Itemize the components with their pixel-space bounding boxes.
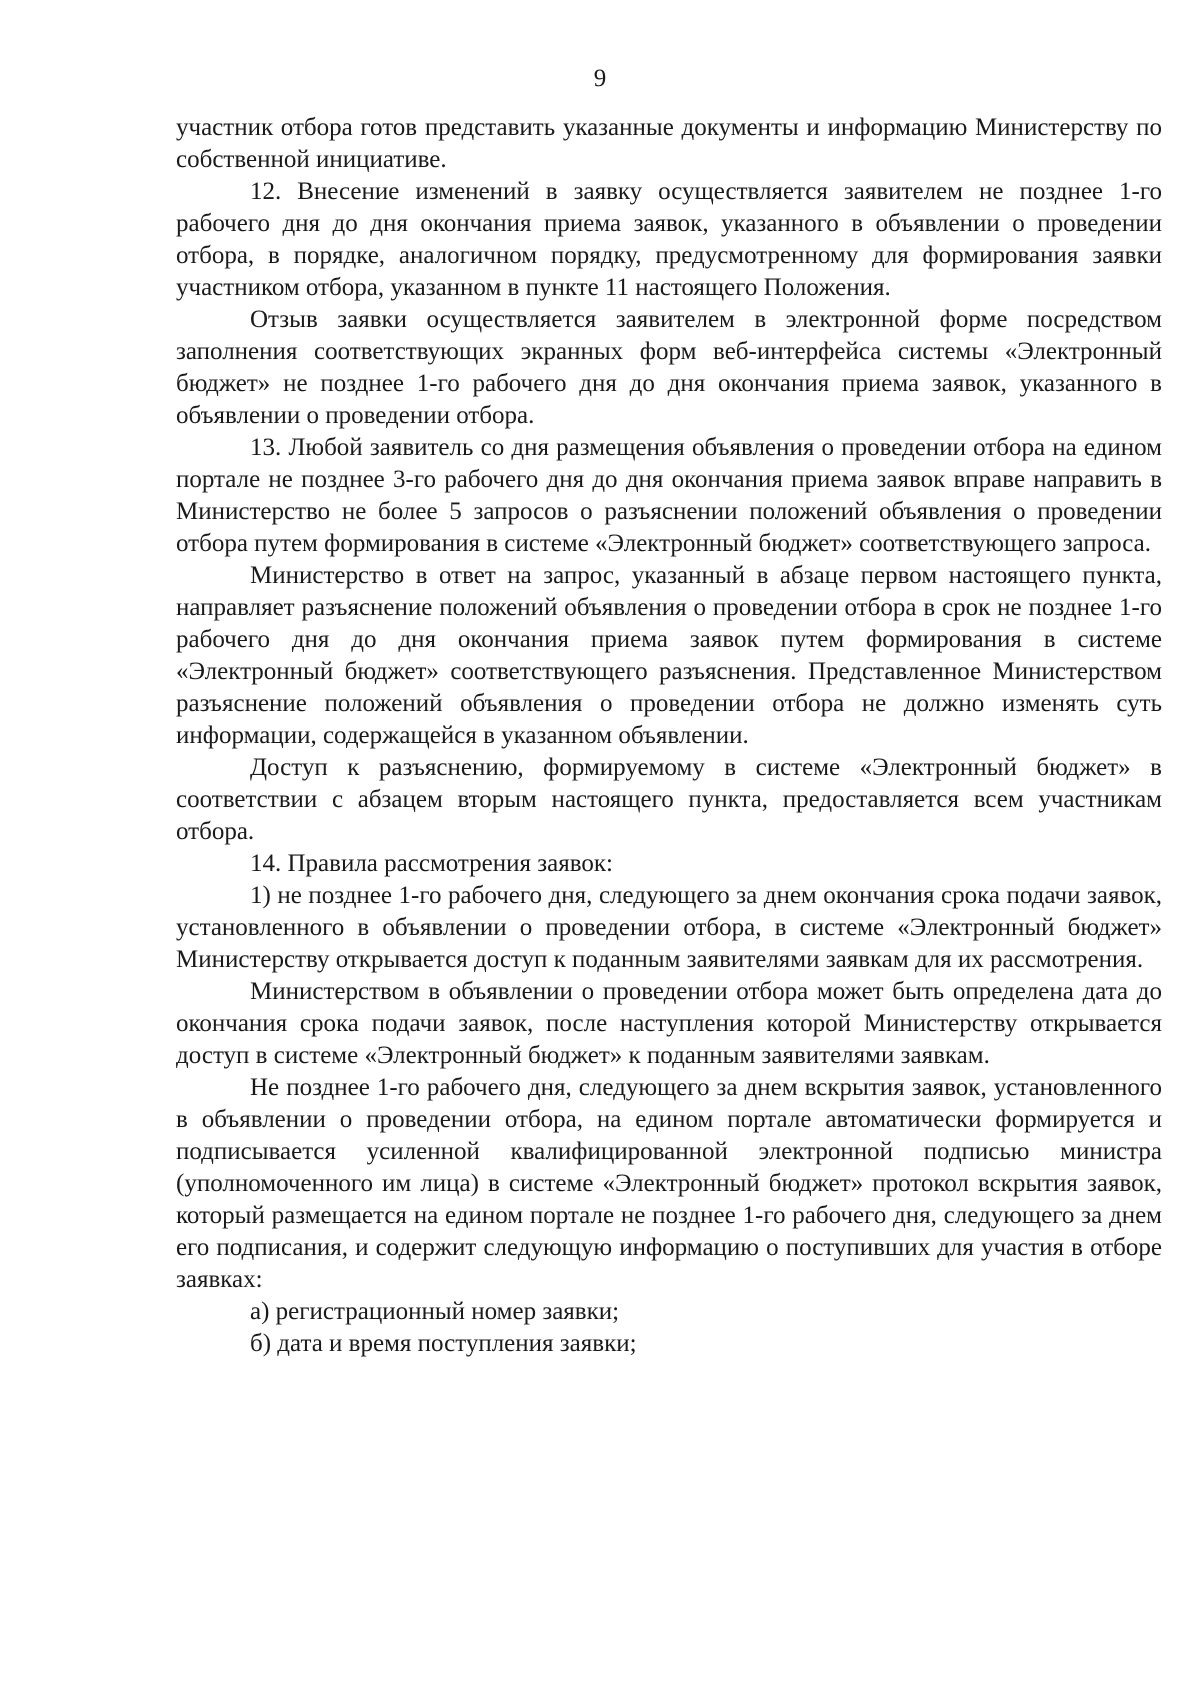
paragraph: 14. Правила рассмотрения заявок: [250,850,613,877]
page-number: 9 [593,65,607,92]
paragraph: участник отбора готов представить указанные документы и информацию Министерству по собственной инициативе. [176,114,1162,173]
list-item: а) регистрационный номер заявки; [250,1298,620,1325]
paragraph: Министерством в объявлении о проведении отбора может быть определена дата до окончания срока подачи заявок, после наступления которой Министерству открывается доступ в системе «Электронный бюджет» к поданным заявителями заявкам. [176,978,1162,1069]
paragraph: 13. Любой заявитель со дня размещения объявления о проведении отбора на едином портале не позднее 3-го рабочего дня до дня окончания приема заявок вправе направить в Министерство не более 5 запросов о разъяснении положений объявления о проведении отбора путем формирования в системе «Электронный бюджет» соответствующего запроса. [176,434,1162,557]
paragraph: Министерство в ответ на запрос, указанный в абзаце первом настоящего пункта, направляет разъяснение положений объявления о проведении отбора в срок не позднее 1-го рабочего дня до дня окончания приема заявок путем формирования в системе «Электронный бюджет» соответствующего разъяснения. Представленное Министерством разъяснение положений объявления о проведении отбора не должно изменять суть информации, содержащейся в указанном объявлении. [176,562,1162,749]
paragraph: 1) не позднее 1-го рабочего дня, следующего за днем окончания срока подачи заявок, установленного в объявлении о проведении отбора, в системе «Электронный бюджет» Министерству открывается доступ к поданным заявителями заявкам для их рассмотрения. [176,882,1162,973]
list-item: б) дата и время поступления заявки; [250,1330,637,1357]
paragraph: Отзыв заявки осуществляется заявителем в электронной форме посредством заполнения соответствующих экранных форм веб-интерфейса системы «Электронный бюджет» не позднее 1-го рабочего дня до дня окончания приема заявок, указанного в объявлении о проведении отбора. [176,306,1162,429]
paragraph: 12. Внесение изменений в заявку осуществляется заявителем не позднее 1-го рабочего дня до дня окончания приема заявок, указанного в объявлении о проведении отбора, в порядке, аналогичном порядку, предусмотренному для формирования заявки участником отбора, указанном в пункте 11 настоящего Положения. [176,178,1162,301]
paragraph: Не позднее 1-го рабочего дня, следующего за днем вскрытия заявок, установленного в объявлении о проведении отбора, на едином портале автоматически формируется и подписывается усиленной квалифицированной электронной подписью министра (уполномоченного им лица) в системе «Электронный бюджет» протокол вскрытия заявок, который размещается на едином портале не позднее 1-го рабочего дня, следующего за днем его подписания, и содержит следующую информацию о поступивших для участия в отборе заявках: [176,1074,1162,1293]
paragraph: Доступ к разъяснению, формируемому в системе «Электронный бюджет» в соответствии с абзацем вторым настоящего пункта, предоставляется всем участникам отбора. [176,754,1162,845]
document-body [176,112,1162,1360]
